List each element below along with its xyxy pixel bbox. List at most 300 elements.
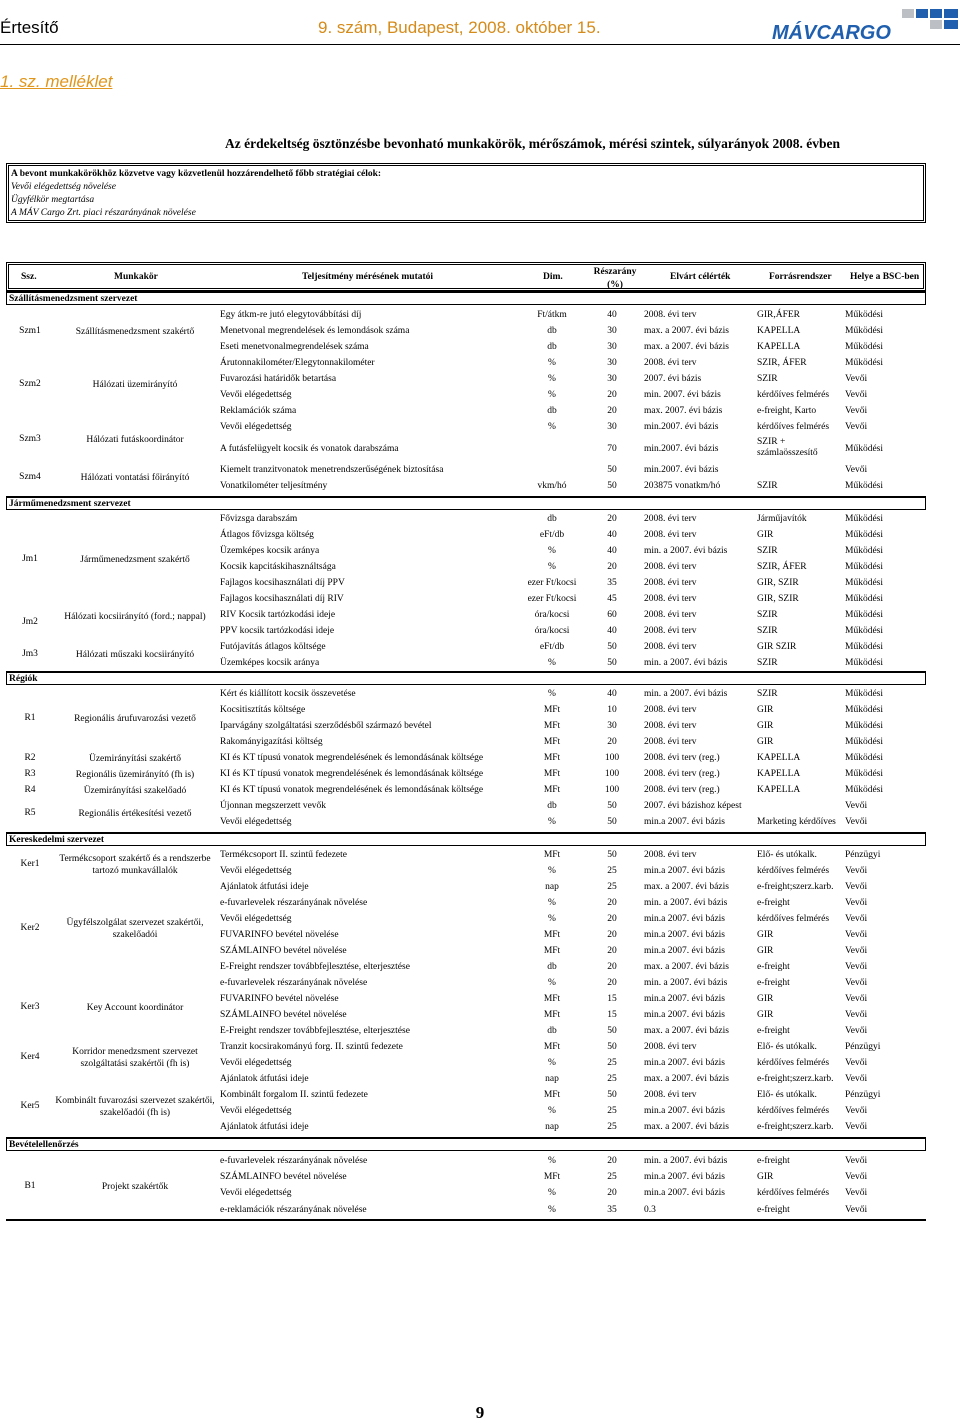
col-weight: Részarány (%) — [593, 267, 637, 290]
publication-name: Értesítő — [0, 18, 59, 37]
indicator-cell: Eseti menetvonalmegrendelések száma — [220, 342, 369, 352]
target-cell: min.a 2007. évi bázis — [644, 1010, 725, 1020]
bsc-cell: Vevői — [845, 962, 868, 972]
weight-cell: 35 — [607, 578, 617, 588]
bsc-cell: Működési — [845, 737, 883, 747]
bsc-cell: Vevői — [845, 1172, 868, 1182]
dim-cell: db — [547, 406, 557, 416]
target-cell: 2008. évi terv — [644, 626, 697, 636]
bsc-cell: Vevői — [845, 898, 868, 908]
target-cell: max. a 2007. évi bázis — [644, 962, 729, 972]
source-cell: e-freight — [757, 1205, 790, 1215]
indicator-cell: Üzemképes kocsik aránya — [220, 546, 320, 556]
bsc-cell: Működési — [845, 642, 883, 652]
target-cell: min.a 2007. évi bázis — [644, 1188, 725, 1198]
weight-cell: 25 — [607, 1058, 617, 1068]
job-title: Hálózati futáskoordinátor — [86, 435, 184, 445]
source-cell: GIR — [757, 737, 774, 747]
bsc-cell: Működési — [845, 705, 883, 715]
bsc-cell: Működési — [845, 753, 883, 763]
header-rule — [0, 44, 960, 45]
indicator-cell: E-Freight rendszer továbbfejlesztése, elterjesztése — [220, 962, 410, 972]
indicator-cell: Ajánlatok átfutási ideje — [220, 1122, 309, 1132]
source-cell: GIR — [757, 530, 774, 540]
bsc-cell: Pénzügyi — [845, 1042, 881, 1052]
dim-cell: MFt — [543, 737, 561, 747]
indicator-cell: Kért és kiállított kocsik összevetése — [220, 689, 356, 699]
bsc-cell: Vevői — [845, 390, 868, 400]
bsc-cell: Vevői — [845, 1058, 868, 1068]
bsc-cell: Működési — [845, 658, 883, 668]
source-cell: e-freight — [757, 898, 790, 908]
target-cell: min. a 2007. évi bázis — [644, 1156, 728, 1166]
indicator-cell: Vevői elégedettség — [220, 1106, 292, 1116]
job-title: Regionális értékesítési vezető — [78, 809, 192, 819]
indicator-cell: e-fuvarlevelek részarányának növelése — [220, 1156, 368, 1166]
weight-cell: 20 — [607, 914, 617, 924]
job-title: Üzemirányítási szakelőadó — [83, 786, 187, 796]
weight-cell: 40 — [607, 689, 617, 699]
job-code: B1 — [24, 1181, 36, 1191]
dim-cell: db — [547, 1026, 557, 1036]
job-title: Járműmenedzsment szakértő — [80, 555, 190, 565]
weight-cell: 30 — [607, 422, 617, 432]
mavcargo-logo — [770, 8, 960, 42]
source-cell: kérdőíves felmérés — [757, 866, 830, 876]
dim-cell: MFt — [543, 753, 561, 763]
indicator-cell: Iparvágány szolgáltatási szerződésből származó bevétel — [220, 721, 432, 731]
source-cell: Marketing kérdőíves — [757, 817, 836, 827]
weight-cell: 20 — [607, 930, 617, 940]
bsc-cell: Vevői — [845, 801, 868, 811]
source-cell: e-freight;szerz.karb. — [757, 1074, 834, 1084]
bsc-cell: Működési — [845, 562, 883, 572]
col-indicator: Teljesítmény mérésének mutatói — [302, 272, 434, 282]
table-bottom-rule — [6, 1219, 926, 1221]
dim-cell: MFt — [543, 1172, 561, 1182]
source-cell: SZIR, ÁFER — [757, 562, 807, 572]
bsc-cell: Vevői — [845, 422, 868, 432]
target-cell: 2008. évi terv — [644, 721, 697, 731]
bsc-cell: Vevői — [845, 994, 868, 1004]
indicator-cell: KI és KT típusú vonatok megrendelésének és lemondásának költsége — [220, 753, 484, 763]
bsc-cell: Vevői — [845, 465, 868, 475]
weight-cell: 30 — [607, 342, 617, 352]
target-cell: 2008. évi terv — [644, 310, 697, 320]
source-cell: e-freight;szerz.karb. — [757, 1122, 834, 1132]
weight-cell: 10 — [607, 705, 617, 715]
bsc-cell: Vevői — [845, 1188, 868, 1198]
indicator-cell: Ajánlatok átfutási ideje — [220, 882, 309, 892]
dim-cell: MFt — [543, 946, 561, 956]
indicator-cell: FUVARINFO bevétel növelése — [220, 930, 339, 940]
target-cell: max. a 2007. évi bázis — [644, 1074, 729, 1084]
bsc-cell: Vevői — [845, 817, 868, 827]
goal-item: Ügyfélkör megtartása — [11, 195, 95, 205]
target-cell: 2008. évi terv — [644, 705, 697, 715]
bsc-cell: Vevői — [845, 946, 868, 956]
job-title: Regionális árufuvarozási vezető — [74, 714, 196, 724]
target-cell: 2008. évi terv — [644, 1042, 697, 1052]
weight-cell: 20 — [607, 737, 617, 747]
indicator-cell: SZÁMLAINFO bevétel növelése — [220, 1172, 347, 1182]
dim-cell: MFt — [543, 721, 561, 731]
dim-cell: % — [548, 1106, 556, 1116]
target-cell: 2007. évi bázis — [644, 374, 702, 384]
weight-cell: 35 — [607, 1205, 617, 1215]
indicator-cell: RIV Kocsik tartózkodási ideje — [220, 610, 336, 620]
target-cell: min.a 2007. évi bázis — [644, 1106, 725, 1116]
job-title: Kombinált fuvarozási szervezet szakértői, szakelőadói (fh is) — [55, 1096, 215, 1118]
job-title: Key Account koordinátor — [86, 1003, 184, 1013]
dim-cell: MFt — [543, 1042, 561, 1052]
job-title: Regionális üzemirányító (fh is) — [75, 770, 195, 780]
weight-cell: 40 — [607, 626, 617, 636]
group-heading: Szállításmenedzsment szervezet — [6, 291, 926, 305]
dim-cell: óra/kocsi — [534, 626, 570, 636]
target-cell: 203875 vonatkm/hó — [644, 481, 721, 491]
target-cell: 2008. évi terv — [644, 642, 697, 652]
job-code: R5 — [24, 808, 36, 818]
source-cell: KAPELLA — [757, 785, 801, 795]
group-heading: Járműmenedzsment szervezet — [6, 496, 926, 510]
job-title: Szállításmenedzsment szakértő — [75, 327, 195, 337]
source-cell: KAPELLA — [757, 753, 801, 763]
dim-cell: db — [547, 514, 557, 524]
page-title: Az érdekeltség ösztönzésbe bevonható munkakörök, mérőszámok, mérési szintek, súlyarányok 2008. évben — [225, 136, 840, 151]
bsc-cell: Működési — [845, 626, 883, 636]
source-cell: GIR — [757, 1172, 774, 1182]
target-cell: min.a 2007. évi bázis — [644, 994, 725, 1004]
weight-cell: 20 — [607, 946, 617, 956]
source-cell: Elő- és utókalk. — [757, 850, 817, 860]
dim-cell: nap — [545, 1074, 559, 1084]
job-title: Üzemirányítási szakértő — [88, 754, 182, 764]
job-title: Korridor menedzsment szervezet szolgáltatási szakértői (fh is) — [72, 1047, 198, 1069]
source-cell: kérdőíves felmérés — [757, 390, 830, 400]
bsc-cell: Vevői — [845, 1010, 868, 1020]
dim-cell: Ft/átkm — [537, 310, 567, 320]
source-cell: e-freight — [757, 1026, 790, 1036]
weight-cell: 15 — [607, 994, 617, 1004]
weight-cell: 100 — [604, 785, 620, 795]
weight-cell: 50 — [607, 1090, 617, 1100]
weight-cell: 25 — [607, 1106, 617, 1116]
job-code: R2 — [24, 753, 36, 763]
indicator-cell: Vevői elégedettség — [220, 914, 292, 924]
target-cell: min.2007. évi bázis — [644, 422, 719, 432]
job-title: Hálózati vontatási főirányító — [80, 473, 190, 483]
target-cell: min.a 2007. évi bázis — [644, 930, 725, 940]
bsc-cell: Működési — [845, 769, 883, 779]
target-cell: 2008. évi terv — [644, 594, 697, 604]
indicator-cell: A futásfelügyelt kocsik és vonatok darabszáma — [220, 444, 399, 454]
source-cell: SZIR — [757, 374, 778, 384]
bsc-cell: Működési — [845, 342, 883, 352]
weight-cell: 60 — [607, 610, 617, 620]
bsc-cell: Vevői — [845, 374, 868, 384]
source-cell: KAPELLA — [757, 326, 801, 336]
weight-cell: 20 — [607, 898, 617, 908]
bsc-cell: Működési — [845, 689, 883, 699]
dim-cell: MFt — [543, 930, 561, 940]
dim-cell: MFt — [543, 850, 561, 860]
indicator-cell: Rakományigazítási költség — [220, 737, 323, 747]
col-target: Elvárt célérték — [670, 272, 731, 282]
indicator-cell: Vevői elégedettség — [220, 1188, 292, 1198]
indicator-cell: Vevői elégedettség — [220, 817, 292, 827]
source-cell: SZIR — [757, 689, 778, 699]
weight-cell: 20 — [607, 390, 617, 400]
job-title: Hálózati üzemirányító — [92, 380, 178, 390]
bsc-cell: Működési — [845, 578, 883, 588]
svg-text:MÁVCARGO: MÁVCARGO — [772, 22, 891, 42]
weight-cell: 25 — [607, 866, 617, 876]
bsc-cell: Működési — [845, 546, 883, 556]
source-cell: GIR — [757, 930, 774, 940]
source-cell: KAPELLA — [757, 342, 801, 352]
weight-cell: 50 — [607, 481, 617, 491]
indicator-cell: Újonnan megszerzett vevők — [220, 801, 327, 811]
target-cell: 2008. évi terv — [644, 358, 697, 368]
bsc-cell: Működési — [845, 310, 883, 320]
indicator-cell: Árutonnakilométer/Elegytonnakilométer — [220, 358, 375, 368]
dim-cell: óra/kocsi — [534, 610, 570, 620]
dim-cell: % — [548, 658, 556, 668]
target-cell: 2007. évi bázishoz képest — [644, 801, 742, 811]
bsc-cell: Működési — [845, 481, 883, 491]
indicator-cell: Termékcsoport II. szintű fedezete — [220, 850, 347, 860]
source-cell: SZIR — [757, 658, 778, 668]
dim-cell: % — [548, 689, 556, 699]
dim-cell: nap — [545, 882, 559, 892]
weight-cell: 50 — [607, 658, 617, 668]
indicator-cell: Vonatkilométer teljesítmény — [220, 481, 328, 491]
target-cell: 2008. évi terv (reg.) — [644, 769, 720, 779]
job-code: Ker5 — [20, 1101, 40, 1111]
source-cell: kérdőíves felmérés — [757, 1188, 830, 1198]
bsc-cell: Vevői — [845, 1074, 868, 1084]
indicator-cell: Fajlagos kocsihasználati díj RIV — [220, 594, 344, 604]
goal-item: Vevői elégedettség növelése — [11, 182, 116, 192]
col-source: Forrásrendszer — [769, 272, 832, 282]
indicator-cell: Fuvarozási határidők betartása — [220, 374, 337, 384]
target-cell: 2008. évi terv — [644, 610, 697, 620]
dim-cell: % — [548, 898, 556, 908]
bsc-cell: Működési — [845, 785, 883, 795]
job-code: Ker1 — [20, 859, 40, 869]
source-cell: SZIR — [757, 626, 778, 636]
job-title: Hálózati kocsiirányító (ford.; nappal) — [64, 612, 206, 622]
indicator-cell: Vevői elégedettség — [220, 390, 292, 400]
indicator-cell: KI és KT típusú vonatok megrendelésének és lemondásának költsége — [220, 769, 484, 779]
weight-cell: 30 — [607, 721, 617, 731]
dim-cell: % — [548, 422, 556, 432]
weight-cell: 30 — [607, 374, 617, 384]
target-cell: min.a 2007. évi bázis — [644, 817, 725, 827]
weight-cell: 25 — [607, 1122, 617, 1132]
weight-cell: 20 — [607, 1156, 617, 1166]
indicator-cell: Fajlagos kocsihasználati díj PPV — [220, 578, 345, 588]
source-cell: SZIR — [757, 481, 778, 491]
indicator-cell: Kombinált forgalom II. szintű fedezete — [220, 1090, 368, 1100]
target-cell: 2008. évi terv — [644, 530, 697, 540]
job-code: R3 — [24, 769, 36, 779]
weight-cell: 50 — [607, 1026, 617, 1036]
bsc-cell: Vevői — [845, 978, 868, 988]
source-cell: SZIR, ÁFER — [757, 358, 807, 368]
target-cell: min. 2007. évi bázis — [644, 390, 721, 400]
source-cell: Járműjavítók — [757, 514, 807, 524]
target-cell: 2008. évi terv — [644, 514, 697, 524]
indicator-cell: Ajánlatok átfutási ideje — [220, 1074, 309, 1084]
weight-cell: 70 — [607, 444, 617, 454]
job-code: Jm2 — [22, 617, 38, 627]
job-code: R1 — [24, 713, 36, 723]
bsc-cell: Vevői — [845, 882, 868, 892]
source-cell: Elő- és utókalk. — [757, 1090, 817, 1100]
indicator-cell: Fővizsga darabszám — [220, 514, 298, 524]
goal-item: A MÁV Cargo Zrt. piaci részarányának növelése — [11, 208, 196, 218]
source-cell: GIR, SZIR — [757, 578, 799, 588]
indicator-cell: Kocsik kapcitáskihasználtsága — [220, 562, 336, 572]
dim-cell: ezer Ft/kocsi — [527, 578, 577, 588]
indicator-cell: Vevői elégedettség — [220, 1058, 292, 1068]
source-cell: kérdőíves felmérés — [757, 1058, 830, 1068]
indicator-cell: Menetvonal megrendelések és lemondások száma — [220, 326, 410, 336]
col-dim: Dim. — [543, 272, 563, 282]
indicator-cell: Tranzit kocsirakományú forg. II. szintű fedezete — [220, 1042, 403, 1052]
target-cell: 2008. évi terv (reg.) — [644, 785, 720, 795]
dim-cell: db — [547, 801, 557, 811]
indicator-cell: e-fuvarlevelek részarányának növelése — [220, 898, 368, 908]
weight-cell: 50 — [607, 642, 617, 652]
group-heading: Kereskedelmi szervezet — [6, 832, 926, 846]
bsc-cell: Vevői — [845, 1205, 868, 1215]
table-header — [6, 262, 926, 291]
dim-cell: % — [548, 978, 556, 988]
dim-cell: db — [547, 326, 557, 336]
weight-cell: 25 — [607, 1074, 617, 1084]
weight-cell: 50 — [607, 801, 617, 811]
dim-cell: MFt — [543, 769, 561, 779]
weight-cell: 20 — [607, 962, 617, 972]
target-cell: min. a 2007. évi bázis — [644, 689, 728, 699]
annex-label: 1. sz. melléklet — [0, 72, 113, 91]
source-cell: e-freight — [757, 962, 790, 972]
source-cell: GIR — [757, 1010, 774, 1020]
weight-cell: 50 — [607, 817, 617, 827]
bsc-cell: Vevői — [845, 1026, 868, 1036]
dim-cell: eFt/db — [539, 642, 565, 652]
dim-cell: MFt — [543, 1090, 561, 1100]
indicator-cell: Futójavítás átlagos költsége — [220, 642, 326, 652]
weight-cell: 50 — [607, 1042, 617, 1052]
col-bsc: Helye a BSC-ben — [850, 272, 920, 282]
weight-cell: 20 — [607, 514, 617, 524]
indicator-cell: FUVARINFO bevétel növelése — [220, 994, 339, 1004]
target-cell: min. a 2007. évi bázis — [644, 546, 728, 556]
source-cell: kérdőíves felmérés — [757, 914, 830, 924]
group-heading: Régiók — [6, 671, 926, 685]
weight-cell: 40 — [607, 530, 617, 540]
weight-cell: 100 — [604, 769, 620, 779]
dim-cell: MFt — [543, 1010, 561, 1020]
bsc-cell: Vevői — [845, 866, 868, 876]
source-cell: KAPELLA — [757, 769, 801, 779]
indicator-cell: Reklamációk száma — [220, 406, 297, 416]
job-code: Ker3 — [20, 1002, 40, 1012]
target-cell: min. a 2007. évi bázis — [644, 658, 728, 668]
dim-cell: db — [547, 342, 557, 352]
bsc-cell: Működési — [845, 530, 883, 540]
dim-cell: MFt — [543, 785, 561, 795]
source-cell: SZIR — [757, 546, 778, 556]
dim-cell: % — [548, 562, 556, 572]
weight-cell: 100 — [604, 753, 620, 763]
target-cell: 2008. évi terv — [644, 562, 697, 572]
bsc-cell: Vevői — [845, 930, 868, 940]
bsc-cell: Működési — [845, 721, 883, 731]
indicator-cell: SZÁMLAINFO bevétel növelése — [220, 1010, 347, 1020]
indicator-cell: E-Freight rendszer továbbfejlesztése, elterjesztése — [220, 1026, 410, 1036]
indicator-cell: e-fuvarlevelek részarányának növelése — [220, 978, 368, 988]
target-cell: 2008. évi terv — [644, 1090, 697, 1100]
col-job: Munkakör — [114, 272, 158, 282]
target-cell: min.a 2007. évi bázis — [644, 866, 725, 876]
indicator-cell: PPV kocsik tartózkodási ideje — [220, 626, 335, 636]
dim-cell: nap — [545, 1122, 559, 1132]
dim-cell: % — [548, 358, 556, 368]
source-cell: SZIR + számlaösszesítő — [757, 437, 818, 458]
weight-cell: 45 — [607, 594, 617, 604]
strategic-goals-box — [6, 163, 926, 223]
goals-heading: A bevont munkakörökhöz közvetve vagy közvetlenül hozzárendelhető főbb stratégiai célok: — [11, 169, 382, 179]
weight-cell: 25 — [607, 882, 617, 892]
source-cell: e-freight — [757, 1156, 790, 1166]
dim-cell: % — [548, 817, 556, 827]
job-title: Ügyfélszolgálat szervezet szakértői, szakelőadói — [66, 918, 204, 940]
target-cell: min.a 2007. évi bázis — [644, 1058, 725, 1068]
source-cell: Elő- és utókalk. — [757, 1042, 817, 1052]
target-cell: max. a 2007. évi bázis — [644, 326, 729, 336]
source-cell: e-freight — [757, 978, 790, 988]
job-code: Szm4 — [19, 472, 41, 482]
dim-cell: % — [548, 1156, 556, 1166]
indicator-cell: Kiemelt tranzitvonatok menetrendszerűségének biztosítása — [220, 465, 444, 475]
target-cell: 2008. évi terv — [644, 850, 697, 860]
job-code: Szm3 — [19, 434, 41, 444]
source-cell: GIR — [757, 705, 774, 715]
page-number: 9 — [475, 1403, 485, 1422]
dim-cell: ezer Ft/kocsi — [527, 594, 577, 604]
weight-cell: 20 — [607, 978, 617, 988]
dim-cell: MFt — [543, 705, 561, 715]
target-cell: 2008. évi terv — [644, 737, 697, 747]
source-cell: GIR — [757, 721, 774, 731]
indicator-cell: Kocsitisztítás költsége — [220, 705, 306, 715]
job-code: Jm1 — [22, 554, 38, 564]
source-cell: GIR, SZIR — [757, 594, 799, 604]
indicator-cell: Vevői elégedettség — [220, 422, 292, 432]
dim-cell: % — [548, 1188, 556, 1198]
job-title: Projekt szakértők — [101, 1182, 169, 1192]
source-cell: kérdőíves felmérés — [757, 422, 830, 432]
weight-cell: 50 — [607, 850, 617, 860]
target-cell: min. a 2007. évi bázis — [644, 978, 728, 988]
target-cell: max. a 2007. évi bázis — [644, 882, 729, 892]
target-cell: 0.3 — [644, 1205, 656, 1215]
